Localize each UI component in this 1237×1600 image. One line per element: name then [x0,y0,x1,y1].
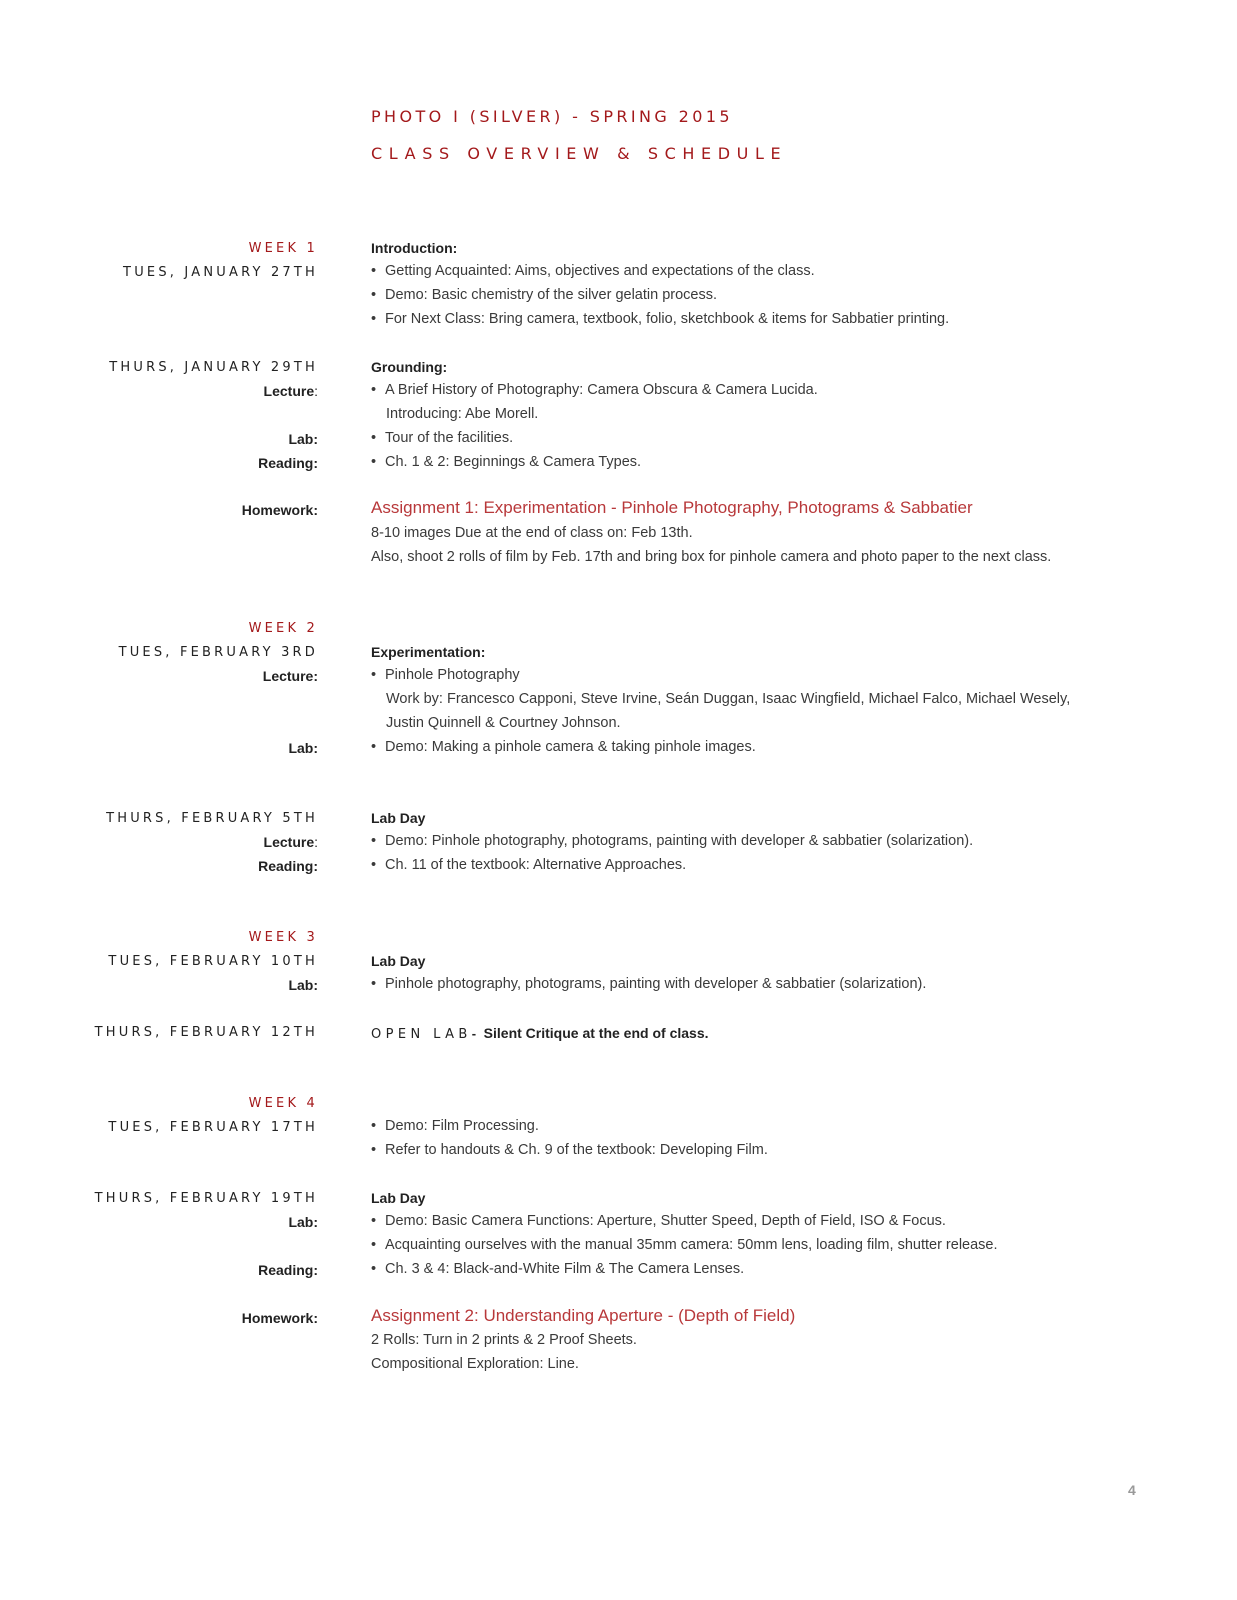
reading-label: Reading: [258,455,318,471]
week-4-thu-heading: Lab Day [371,1190,426,1206]
week-2-thu-heading: Lab Day [371,810,426,826]
page-title: PHOTO I (SILVER) - SPRING 2015 [371,107,733,126]
lecture-label: Lecture: [262,668,318,684]
list-item-sub: Justin Quinnell & Courtney Johnson. [386,715,621,731]
lab-label: Lab: [288,740,318,756]
homework-label: Homework: [241,502,318,518]
assignment-2-title: Assignment 2: Understanding Aperture - (Depth of Field) [371,1306,796,1325]
list-item: • Demo: Basic Camera Functions: Aperture, Shutter Speed, Depth of Field, ISO & Focus. [371,1213,946,1229]
list-item: • Acquainting ourselves with the manual 35mm camera: 50mm lens, loading film, shutter release. [371,1237,998,1253]
week-3-tue-heading: Lab Day [371,953,426,969]
reading-label: Reading: [258,858,318,874]
lecture-label: Lecture: [263,834,318,850]
list-item: • Ch. 3 & 4: Black-and-White Film & The Camera Lenses. [371,1261,745,1277]
assignment-1-title: Assignment 1: Experimentation - Pinhole Photography, Photograms & Sabbatier [371,498,973,517]
week-1-tue-heading: Introduction: [371,240,458,256]
list-item: • Getting Acquainted: Aims, objectives and expectations of the class. [371,263,815,279]
week-4-label: WEEK 4 [248,1096,318,1111]
homework-text: Also, shoot 2 rolls of film by Feb. 17th and bring box for pinhole camera and photo paper to the next class. [371,549,1052,565]
lab-label: Lab: [288,431,318,447]
list-item: • Pinhole photography, photograms, painting with developer & sabbatier (solarization). [371,976,927,992]
week-3-tue-date: TUES, FEBRUARY 10TH [108,954,318,969]
list-item: • Tour of the facilities. [371,430,514,446]
open-lab-note: OPEN LAB- Silent Critique at the end of class. [371,1025,709,1042]
list-item: • Demo: Basic chemistry of the silver gelatin process. [371,287,718,303]
reading-label: Reading: [258,1262,318,1278]
list-item: • Pinhole Photography [371,667,520,683]
lab-label: Lab: [288,977,318,993]
list-item: • Ch. 11 of the textbook: Alternative Approaches. [371,857,687,873]
week-2-tue-date: TUES, FEBRUARY 3RD [118,645,318,660]
week-2-label: WEEK 2 [248,621,318,636]
homework-label: Homework: [241,1310,318,1326]
week-1-thu-date: THURS, JANUARY 29TH [109,360,318,375]
week-1-tue-date: TUES, JANUARY 27TH [123,265,318,280]
list-item-sub: Introducing: Abe Morell. [386,406,539,422]
page-subtitle: CLASS OVERVIEW & SCHEDULE [371,144,788,163]
week-4-tue-date: TUES, FEBRUARY 17TH [108,1120,318,1135]
week-1-thu-heading: Grounding: [371,359,448,375]
lab-label: Lab: [288,1214,318,1230]
list-item: • For Next Class: Bring camera, textbook, folio, sketchbook & items for Sabbatier printing. [371,311,950,327]
list-item: • Demo: Film Processing. [371,1118,539,1134]
list-item: • Demo: Pinhole photography, photograms, painting with developer & sabbatier (solarization). [371,833,974,849]
week-2-tue-heading: Experimentation: [371,644,486,660]
lecture-label: Lecture: [263,383,318,399]
page-number: 4 [1128,1482,1136,1498]
week-1-label: WEEK 1 [248,241,318,256]
list-item-sub: Work by: Francesco Capponi, Steve Irvine, Seán Duggan, Isaac Wingfield, Michael Falco, Michael Wesely, [386,691,1071,707]
homework-text: 8-10 images Due at the end of class on: Feb 13th. [371,525,693,541]
list-item: • Demo: Making a pinhole camera & taking pinhole images. [371,739,756,755]
week-3-label: WEEK 3 [248,930,318,945]
list-item: • Refer to handouts & Ch. 9 of the textbook: Developing Film. [371,1142,768,1158]
homework-text: Compositional Exploration: Line. [371,1356,579,1372]
week-4-thu-date: THURS, FEBRUARY 19TH [94,1191,318,1206]
week-3-thu-date: THURS, FEBRUARY 12TH [94,1025,318,1040]
week-2-thu-date: THURS, FEBRUARY 5TH [106,811,318,826]
homework-text: 2 Rolls: Turn in 2 prints & 2 Proof Sheets. [371,1332,637,1348]
list-item: • Ch. 1 & 2: Beginnings & Camera Types. [371,454,642,470]
list-item: • A Brief History of Photography: Camera Obscura & Camera Lucida. [371,382,818,398]
